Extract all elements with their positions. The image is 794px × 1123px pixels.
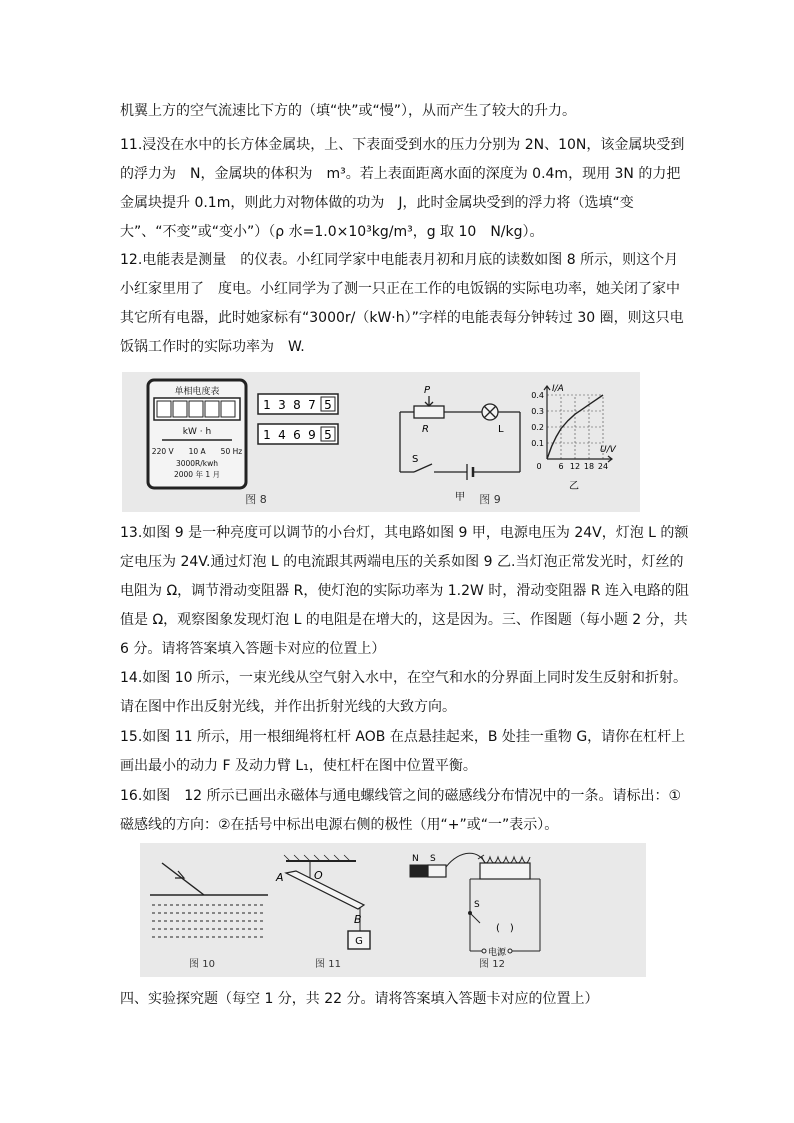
graph-caption: 乙: [569, 481, 579, 492]
circuit-label-s: S: [412, 454, 419, 465]
magnet-label-s: S: [430, 854, 436, 864]
digit: 5: [324, 398, 332, 412]
digit: 1: [263, 398, 271, 412]
figure-row-10-12: [140, 843, 646, 977]
figure-10-caption: 图 10: [189, 959, 215, 970]
meter-reading-end: [258, 424, 338, 444]
section-4-heading: 四、实验探究题（每空 1 分，共 22 分。请将答案填入答题卡对应的位置上）: [120, 991, 599, 1007]
circuit-label-r: R: [422, 424, 429, 435]
lever-label-b: B: [354, 913, 362, 926]
meter-ratings: 220 V 10 A 50 Hz: [151, 447, 243, 456]
iu-graph: [531, 384, 616, 492]
figure-9-caption: 图 9: [479, 493, 501, 506]
digit: 1: [263, 428, 271, 442]
x-tick-label: 12: [569, 462, 581, 471]
x-axis-label: U/V: [600, 445, 616, 455]
question-12: 12.电能表是测量 的仪表。小红同学家中电能表月初和月底的读数如图 8 所示，则这个月小红家里用了 度电。小红同学为了测一只正在工作的电饭锅的实际电功率，她关闭了家中其它所有电器，此时她家标有“3000r/（kW·h）”字样的电能表每分钟转过 30 圈，则这只电饭锅工作时的实际功率为 W.: [120, 252, 684, 355]
figure-12-caption: 图 12: [479, 959, 505, 970]
digit: 6: [293, 428, 301, 442]
y-tick-label: 0.4: [531, 391, 544, 400]
digit: 8: [293, 398, 301, 412]
meter-constant: 3000R/kwh: [175, 459, 219, 468]
lever-label-a: A: [276, 871, 284, 884]
figure-11-lever: [284, 855, 370, 949]
digit: 4: [278, 428, 286, 442]
line-wing: 机翼上方的空气流速比下方的（填“快”或“慢”），从而产生了较大的升力。: [120, 103, 577, 119]
circuit-label-p: P: [424, 385, 431, 396]
x-tick-label: 6: [558, 462, 564, 471]
figure-10-light-ray: [150, 863, 268, 937]
x-tick-label: 18: [583, 462, 595, 471]
switch-label-s: S: [474, 900, 480, 910]
meter-reading-start: [258, 394, 338, 414]
figure-8-caption: 图 8: [245, 493, 267, 506]
lamp-circuit: [400, 396, 520, 480]
meter-title: 单相电度表: [174, 387, 220, 397]
circuit-caption: 甲: [455, 492, 465, 503]
question-13: 13.如图 9 是一种亮度可以调节的小台灯，其电路如图 9 甲，电源电压为 24V，灯泡 L 的额定电压为 24V.通过灯泡 L 的电流跟其两端电压的关系如图 9 乙.当灯泡正常发光时，灯丝的电阻为 Ω，调节滑动变阻器 R，使灯泡的实际功率为 1.2W 时，滑动变阻器 R 连入电路的阻值是 Ω，观察图象发现灯泡 L 的电阻是在增大的，这是因为。三、作图题（每小题 2 分，共 6 分。请将答案填入答题卡对应的位置上）: [120, 525, 689, 657]
y-tick-label: 0.2: [531, 423, 544, 432]
question-11: 11.浸没在水中的长方体金属块，上、下表面受到水的压力分别为 2N、10N，该金属块受到的浮力为 N，金属块的体积为 m³。若上表面距离水面的深度为 0.4m，现用 3N 的力把金属块提升 0.1m，则此力对物体做的功为 J，此时金属块受到的浮力将（选填“变大”、“不变”或“变小”）（ρ 水=1.0×10³kg/m³，g 取 10 N/kg）。: [120, 137, 685, 240]
y-axis-label: I/A: [552, 384, 564, 394]
x-tick-label: 24: [597, 462, 609, 471]
y-tick-label: 0.1: [531, 439, 544, 448]
question-16: 16.如图 12 所示已画出永磁体与通电螺线管之间的磁感线分布情况中的一条。请标出：①磁感线的方向：②在括号中标出电源右侧的极性（用“+”或“一”表示）。: [120, 788, 682, 833]
magnet-label-n: N: [412, 854, 419, 864]
question-15: 15.如图 11 所示，用一根细绳将杠杆 AOB 在点悬挂起来，B 处挂一重物 G，请你在杠杆上画出最小的动力 F 及动力臂 L₁，使杠杆在图中位置平衡。: [120, 729, 686, 774]
circuit-label-l: L: [498, 424, 504, 435]
figure-row-8-9: [122, 372, 640, 512]
electric-meter: [148, 380, 246, 488]
y-tick-label: 0.3: [531, 407, 544, 416]
x-tick-label: 0: [536, 462, 542, 471]
lever-label-o: O: [314, 869, 323, 882]
question-14: 14.如图 10 所示，一束光线从空气射入水中，在空气和水的分界面上同时发生反射和折射。请在图中作出反射光线，并作出折射光线的大致方向。: [120, 670, 687, 715]
polarity-bracket: ( ): [496, 923, 514, 934]
digit: 3: [278, 398, 286, 412]
digit: 5: [324, 428, 332, 442]
meter-unit: kW · h: [182, 427, 212, 437]
digit: 9: [308, 428, 316, 442]
weight-label-g: G: [355, 936, 363, 947]
power-source-label: 电源: [488, 948, 507, 958]
figure-11-caption: 图 11: [315, 959, 341, 970]
meter-date: 2000 年 1 月: [173, 470, 221, 479]
digit: 7: [308, 398, 316, 412]
